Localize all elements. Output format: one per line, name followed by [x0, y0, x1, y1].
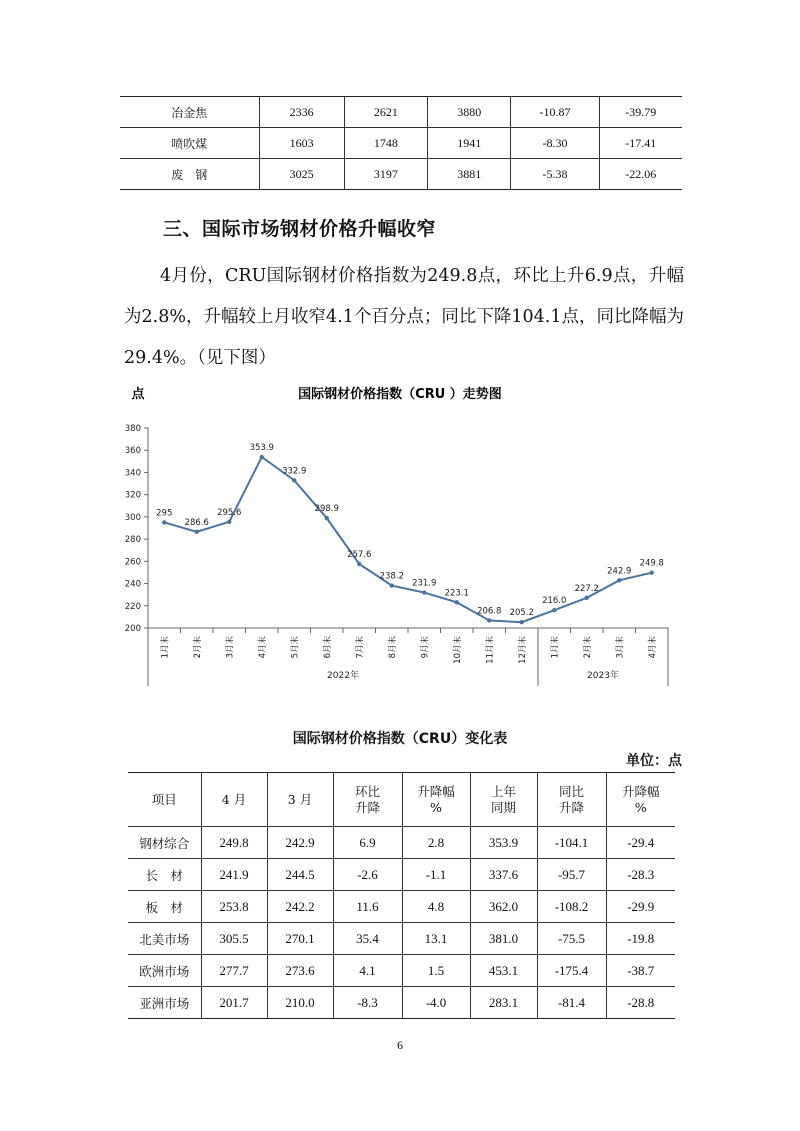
series-line — [164, 457, 652, 622]
table-cell: 6.9 — [333, 827, 402, 859]
table-cell: -175.4 — [537, 955, 606, 987]
row-label: 废 钢 — [120, 159, 259, 190]
data-point — [552, 608, 556, 612]
x-tick-label: 11月末 — [485, 636, 496, 664]
column-header-line: 3 月 — [287, 791, 313, 807]
cru-change-table — [128, 772, 675, 1019]
row-label: 钢材综合 — [128, 827, 201, 859]
unit-label: 单位：点 — [626, 753, 682, 769]
column-header-line: 同比 — [558, 783, 584, 799]
table-cell: -8.30 — [511, 128, 599, 159]
column-header — [201, 773, 267, 827]
data-label: 223.1 — [444, 588, 469, 599]
table-row — [128, 891, 675, 923]
column-header-line: 升降幅 — [417, 783, 455, 799]
cru-trend-chart — [100, 378, 680, 698]
table-cell: -19.8 — [606, 923, 675, 955]
data-point — [650, 570, 654, 574]
table-cell: 4.8 — [402, 891, 470, 923]
column-header-line: 项目 — [151, 791, 177, 807]
x-tick-label: 7月末 — [355, 636, 366, 659]
table-row — [128, 859, 675, 891]
table-cell: 273.6 — [267, 955, 333, 987]
table-cell: 277.7 — [201, 955, 267, 987]
table-cell: -29.4 — [606, 827, 675, 859]
x-tick-label: 4月末 — [647, 636, 658, 659]
data-label: 231.9 — [412, 578, 437, 589]
y-tick-label: 260 — [124, 557, 141, 568]
x-tick-label: 3月末 — [225, 636, 236, 659]
table-cell: 249.8 — [201, 827, 267, 859]
table-row — [120, 159, 682, 190]
table-cell: -28.3 — [606, 859, 675, 891]
page-number: 6 — [397, 1038, 403, 1052]
row-label: 欧洲市场 — [128, 955, 201, 987]
data-label: 242.9 — [607, 566, 632, 577]
y-tick-label: 380 — [124, 424, 141, 434]
x-tick-label: 2月末 — [582, 636, 593, 659]
table-cell: -4.0 — [402, 987, 470, 1019]
data-point — [227, 520, 231, 524]
chart-ylabel: 点 — [131, 387, 145, 402]
column-header-line: 升降 — [558, 799, 584, 815]
table-cell: 242.2 — [267, 891, 333, 923]
table-row — [128, 987, 675, 1019]
table-row — [128, 923, 675, 955]
cru-table-header-row — [128, 773, 675, 827]
y-tick-label: 300 — [124, 512, 141, 523]
column-header-line: 升降 — [354, 799, 380, 815]
data-label: 332.9 — [282, 466, 307, 477]
data-label: 249.8 — [639, 558, 664, 569]
data-point — [487, 618, 491, 622]
data-point — [260, 455, 264, 459]
table-cell: 381.0 — [470, 923, 537, 955]
data-point — [422, 590, 426, 594]
column-header — [402, 773, 470, 827]
y-tick-label: 320 — [124, 490, 141, 501]
data-label: 257.6 — [347, 550, 372, 560]
year-group-label: 2022年 — [327, 671, 359, 681]
y-tick-label: 200 — [124, 624, 141, 634]
cru-table-body — [128, 827, 675, 1019]
row-label: 喷吹煤 — [120, 128, 259, 159]
table-cell: 253.8 — [201, 891, 267, 923]
column-header — [470, 773, 537, 827]
row-label: 板 材 — [128, 891, 201, 923]
row-label: 亚洲市场 — [128, 987, 201, 1019]
table-cell: 210.0 — [267, 987, 333, 1019]
data-point — [292, 478, 296, 482]
row-label: 北美市场 — [128, 923, 201, 955]
x-tick-label: 5月末 — [290, 636, 301, 659]
data-label: 216.0 — [542, 596, 567, 607]
table-row — [128, 827, 675, 859]
data-label: 206.8 — [477, 606, 502, 617]
x-tick-label: 3月末 — [615, 636, 626, 659]
table-cell: -2.6 — [333, 859, 402, 891]
column-header — [267, 773, 333, 827]
table-cell: 453.1 — [470, 955, 537, 987]
x-tick-label: 12月末 — [517, 636, 528, 664]
data-point — [617, 578, 621, 582]
x-tick-label: 10月末 — [452, 636, 463, 664]
table-row — [120, 128, 682, 159]
data-point — [357, 562, 361, 566]
table-cell: 3880 — [428, 97, 511, 128]
data-label: 205.2 — [509, 608, 534, 619]
table-cell: 337.6 — [470, 859, 537, 891]
table-cell: 305.5 — [201, 923, 267, 955]
x-tick-label: 4月末 — [257, 636, 268, 659]
year-group-label: 2023年 — [587, 671, 619, 681]
y-tick-label: 240 — [124, 579, 141, 590]
chart-plot-area — [125, 424, 668, 686]
data-label: 227.2 — [574, 583, 599, 594]
data-point — [520, 620, 524, 624]
data-label: 238.2 — [379, 571, 404, 582]
table-cell: 13.1 — [402, 923, 470, 955]
table-cell: 2621 — [344, 97, 427, 128]
table-cell: 11.6 — [333, 891, 402, 923]
table-cell: 3025 — [259, 159, 344, 190]
table-cell: -81.4 — [537, 987, 606, 1019]
x-tick-label: 6月末 — [322, 636, 333, 659]
y-tick-label: 280 — [124, 535, 141, 546]
table-cell: -1.1 — [402, 859, 470, 891]
column-header-line: 环比 — [354, 783, 380, 799]
table-row — [128, 955, 675, 987]
body-paragraph: 4月份，CRU国际钢材价格指数为249.8点，环比上升6.9点，升幅为2.8%，升幅较上月收窄4.1个百分点；同比下降104.1点，同比降幅为29.4%。（见下图） — [124, 266, 684, 368]
data-point — [162, 520, 166, 524]
x-tick-label: 8月末 — [387, 636, 398, 659]
table-cell: 1941 — [428, 128, 511, 159]
data-label: 353.9 — [249, 443, 274, 453]
data-label: 295 — [156, 508, 173, 519]
table-cell: -95.7 — [537, 859, 606, 891]
table-cell: 1603 — [259, 128, 344, 159]
table-cell: -28.8 — [606, 987, 675, 1019]
table-cell: -10.87 — [511, 97, 599, 128]
table-cell: 35.4 — [333, 923, 402, 955]
table-cell: 1.5 — [402, 955, 470, 987]
table-cell: -8.3 — [333, 987, 402, 1019]
table-cell: -17.41 — [599, 128, 682, 159]
column-header-line: % — [634, 799, 647, 815]
section-heading: 三、国际市场钢材价格升幅收窄 — [163, 218, 437, 240]
row-label: 长 材 — [128, 859, 201, 891]
coal-price-table-body — [120, 97, 682, 190]
coal-price-table — [120, 96, 682, 190]
table-cell: 2336 — [259, 97, 344, 128]
table-cell: 4.1 — [333, 955, 402, 987]
table-cell: -22.06 — [599, 159, 682, 190]
table-cell: -38.7 — [606, 955, 675, 987]
column-header — [606, 773, 675, 827]
table-cell: -5.38 — [511, 159, 599, 190]
column-header-line: 升降幅 — [621, 783, 660, 799]
table-cell: -104.1 — [537, 827, 606, 859]
y-tick-label: 220 — [124, 601, 141, 612]
table-cell: -29.9 — [606, 891, 675, 923]
table-cell: 241.9 — [201, 859, 267, 891]
data-point — [455, 600, 459, 604]
data-label: 295.6 — [217, 507, 242, 518]
chart-title: 国际钢材价格指数（CRU ）走势图 — [298, 387, 502, 402]
table-row — [120, 97, 682, 128]
column-header-line: % — [430, 799, 442, 815]
column-header-line: 同期 — [490, 799, 516, 815]
column-header-line: 4 月 — [221, 791, 247, 807]
row-label: 冶金焦 — [120, 97, 259, 128]
x-tick-label: 2月末 — [192, 636, 203, 659]
table-cell: 1748 — [344, 128, 427, 159]
table-cell: 244.5 — [267, 859, 333, 891]
table-caption: 国际钢材价格指数（CRU）变化表 — [292, 731, 508, 747]
table-cell: 3197 — [344, 159, 427, 190]
data-label: 286.6 — [184, 517, 209, 528]
table-cell: 283.1 — [470, 987, 537, 1019]
x-tick-label: 1月末 — [550, 636, 561, 659]
table-cell: 2.8 — [402, 827, 470, 859]
table-cell: 362.0 — [470, 891, 537, 923]
column-header — [333, 773, 402, 827]
column-header-line: 上年 — [490, 783, 516, 799]
column-header — [537, 773, 606, 827]
table-cell: -75.5 — [537, 923, 606, 955]
data-point — [325, 516, 329, 520]
table-cell: 353.9 — [470, 827, 537, 859]
data-point — [585, 596, 589, 600]
table-cell: -108.2 — [537, 891, 606, 923]
x-tick-label: 1月末 — [160, 636, 171, 659]
column-header — [128, 773, 201, 827]
table-cell: -39.79 — [599, 97, 682, 128]
data-label: 298.9 — [314, 504, 339, 515]
x-tick-label: 9月末 — [420, 636, 431, 659]
data-point — [195, 530, 199, 534]
y-tick-label: 340 — [124, 468, 141, 479]
table-cell: 201.7 — [201, 987, 267, 1019]
table-cell: 270.1 — [267, 923, 333, 955]
table-cell: 3881 — [428, 159, 511, 190]
y-tick-label: 360 — [124, 446, 141, 457]
data-point — [390, 583, 394, 587]
table-cell: 242.9 — [267, 827, 333, 859]
